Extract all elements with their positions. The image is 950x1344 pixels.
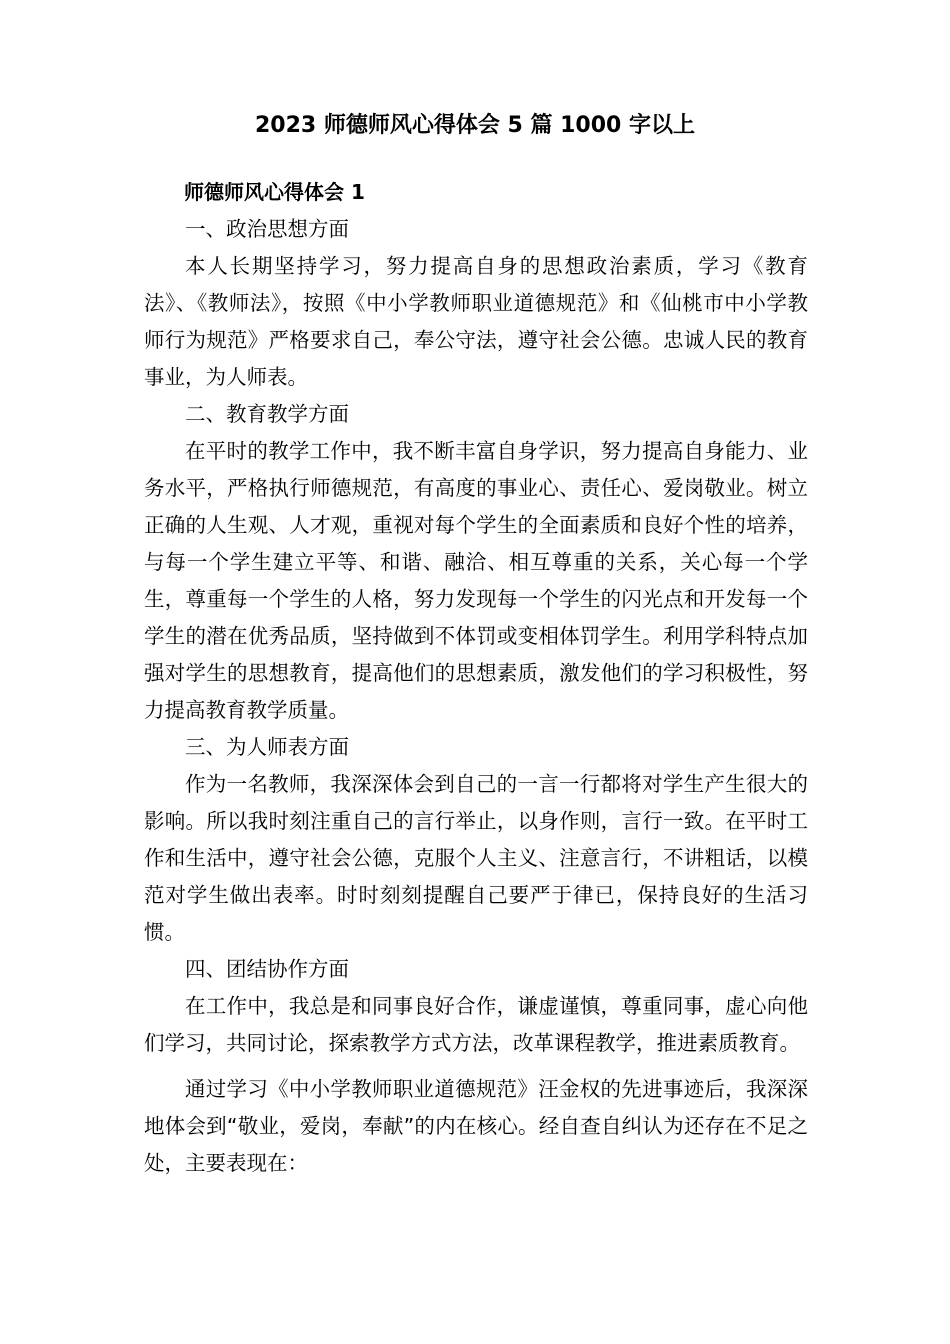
heading-political: 一、政治思想方面 [185, 217, 349, 241]
paragraph-political: 本人长期坚持学习，努力提高自身的思想政治素质，学习《教育法》、《教师法》，按照《中小学教师职业道德规范》和《仙桃市中小学教师行为规范》严格要求自己，奉公守法，遵守社会公德。忠诚人民的教育事业，为人师表。 [144, 254, 808, 389]
document-body [144, 174, 808, 1182]
paragraph-reflection: 通过学习《中小学教师职业道德规范》汪金权的先进事迹后，我深深地体会到“敬业，爱岗，奉献”的内在核心。经自查自纠认为还存在不足之处，主要表现在： [144, 1077, 808, 1175]
paragraph-teamwork: 在工作中，我总是和同事良好合作，谦虚谨慎，尊重同事，虚心向他们学习，共同讨论，探索教学方式方法，改革课程教学，推进素质教育。 [144, 994, 808, 1055]
paragraph-role-model: 作为一名教师，我深深体会到自己的一言一行都将对学生产生很大的影响。所以我时刻注重自己的言行举止，以身作则，言行一致。在平时工作和生活中，遵守社会公德，克服个人主义、注意言行，不讲粗话，以模范对学生做出表率。时时刻刻提醒自己要严于律已，保持良好的生活习惯。 [144, 772, 808, 944]
heading-role-model: 三、为人师表方面 [185, 735, 349, 759]
document-title: 2023 师德师风心得体会 5 篇 1000 字以上 [254, 113, 696, 138]
heading-teamwork: 四、团结协作方面 [185, 957, 349, 981]
section-title: 师德师风心得体会 1 [184, 180, 365, 204]
heading-teaching: 二、教育教学方面 [185, 402, 349, 426]
paragraph-teaching: 在平时的教学工作中，我不断丰富自身学识，努力提高自身能力、业务水平，严格执行师德规范，有高度的事业心、责任心、爱岗敬业。树立正确的人生观、人才观，重视对每个学生的全面素质和良好个性的培养，与每一个学生建立平等、和谐、融洽、相互尊重的关系，关心每一个学生，尊重每一个学生的人格，努力发现每一个学生的闪光点和开发每一个学生的潜在优秀品质，坚持做到不体罚或变相体罚学生。利用学科特点加强对学生的思想教育，提高他们的思想素质，激发他们的学习积极性，努力提高教育教学质量。 [144, 439, 808, 722]
